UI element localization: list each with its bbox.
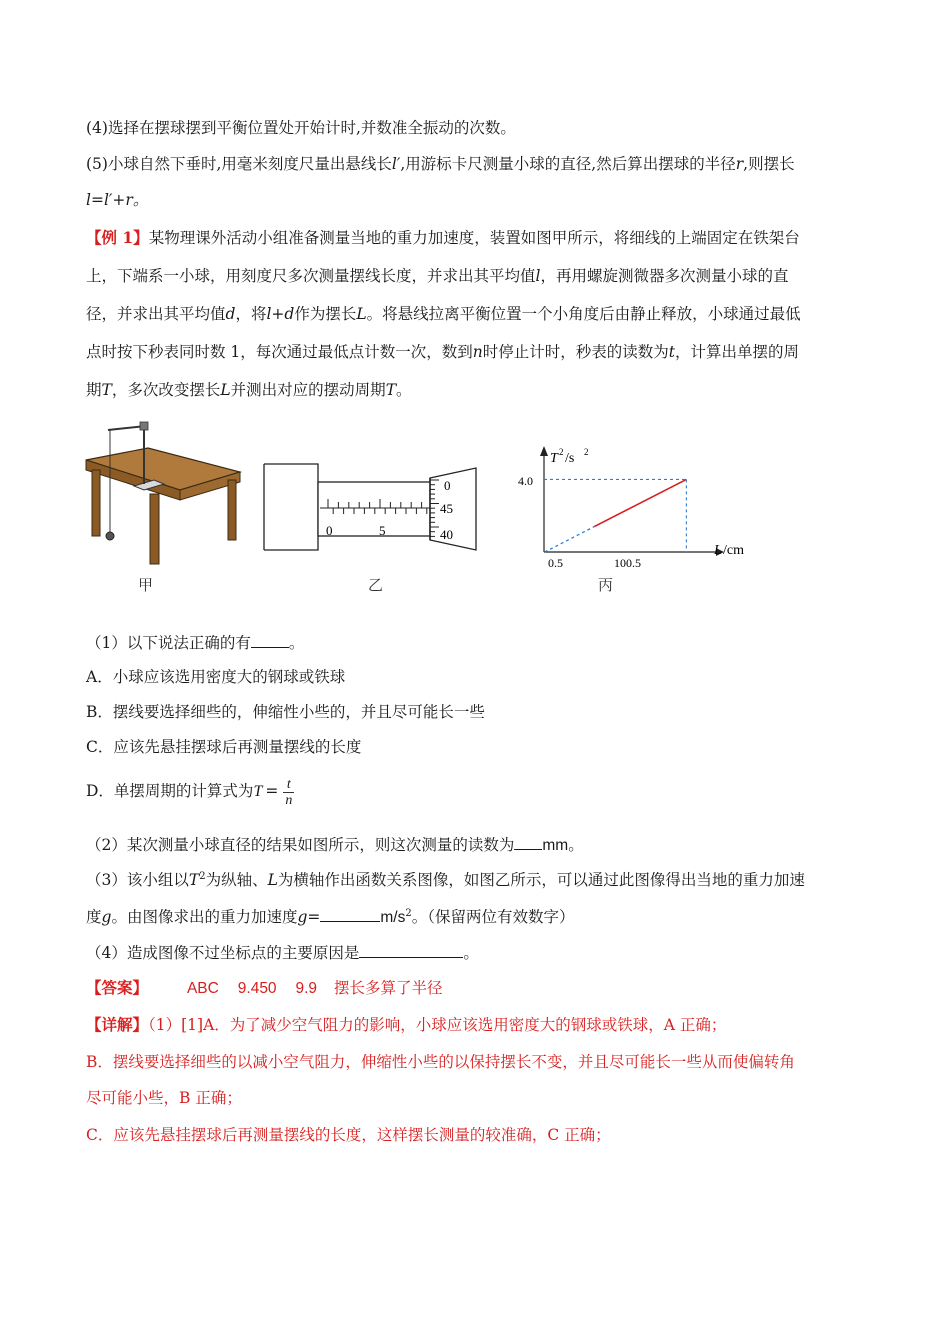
answer-blank-2[interactable] bbox=[514, 834, 542, 850]
example-tag: 【例 1】 bbox=[86, 228, 149, 247]
answer-blank-4[interactable] bbox=[359, 942, 463, 958]
x-tick-label-100-5: 100.5 bbox=[614, 556, 641, 570]
y-axis-label-sup: 2 bbox=[559, 447, 564, 457]
answer-line bbox=[86, 978, 443, 999]
question-3-line-1: （3）该小组以$T^2$为纵轴、L为横轴作出函数关系图像，如图乙所示，可以通过此图像得出当地的重力加速 bbox=[86, 870, 805, 889]
question-4: （4）造成图像不过坐标点的主要原因是 。 bbox=[86, 944, 479, 962]
answer-4: 摆长多算了半径 bbox=[334, 979, 443, 997]
y-axis-label-unit: /s bbox=[565, 451, 575, 466]
period-length-graph bbox=[516, 442, 766, 574]
figure-caption-bing: 丙 bbox=[598, 576, 614, 594]
example-line-3: 径，并求出其平均值d，将l+d作为摆长L。将悬线拉离平衡位置一个小角度后由静止释放，小球通过最低 bbox=[86, 305, 801, 323]
thimble-label-45: 45 bbox=[440, 501, 453, 516]
graph-data-line bbox=[594, 479, 686, 526]
micrometer-figure bbox=[262, 460, 492, 560]
detail-line-4: C．应该先悬挂摆球后再测量摆线的长度，这样摆长测量的较准确，C 正确； bbox=[86, 1126, 611, 1144]
y-axis-label-var: T bbox=[550, 451, 558, 466]
x-axis-label-var: L bbox=[714, 543, 722, 558]
option-c: C．应该先悬挂摆球后再测量摆线的长度 bbox=[86, 738, 362, 756]
option-a: A．小球应该选用密度大的钢球或铁球 bbox=[86, 668, 346, 686]
example-line-5: 期T，多次改变摆长L并测出对应的摆动周期T。 bbox=[86, 381, 412, 399]
y-axis-arrow bbox=[540, 446, 548, 456]
main-scale-label-0: 0 bbox=[326, 523, 333, 538]
method-step-5: (5)小球自然下垂时,用毫米刻度尺量出悬线长l′,用游标卡尺测量小球的直径,然后算出摆球的半径r,则摆长 bbox=[86, 155, 795, 173]
detail-line-2: B．摆线要选择细些的以减小空气阻力，伸缩性小些的以保持摆长不变，并且尽可能长一些从而使偏转角 bbox=[86, 1053, 795, 1071]
answer-blank-3[interactable] bbox=[320, 906, 380, 922]
example-line-4: 点时按下秒表同时数 1，每次通过最低点计数一次，数到n时停止计时，秒表的读数为t，计算出单摆的周 bbox=[86, 343, 800, 361]
x-axis-label-unit: /cm bbox=[723, 543, 744, 558]
answer-tag: 【答案】 bbox=[86, 978, 149, 997]
detail-tag: 【详解】 bbox=[86, 1015, 149, 1034]
option-d: D．单摆周期的计算式为T = $\frac{t}{n}$ bbox=[86, 776, 293, 808]
figure-caption-yi: 乙 bbox=[368, 576, 384, 594]
graph-extrapolation-segment bbox=[545, 527, 595, 552]
example-line-2: 上，下端系一小球，用刻度尺多次测量摆线长度，并求出其平均值l，再用螺旋测微器多次测量小球的直 bbox=[86, 267, 789, 285]
question-1: （1）以下说法正确的有 。 bbox=[86, 634, 305, 652]
answer-blank-1[interactable] bbox=[251, 632, 289, 648]
detail-line-3: 尽可能小些，B 正确； bbox=[86, 1089, 242, 1107]
y-axis-label-unit-sup: 2 bbox=[584, 447, 589, 457]
question-3-line-2: 度g。由图像求出的重力加速度$g= m/s^2$。（保留两位有效数字） bbox=[86, 907, 575, 926]
period-formula-fraction: $\frac{t}{n}$ bbox=[285, 776, 293, 808]
thimble-label-0: 0 bbox=[444, 478, 451, 493]
x-tick-label-0-5: 0.5 bbox=[548, 556, 563, 570]
figure-caption-jia: 甲 bbox=[138, 576, 154, 594]
method-step-5-formula: l=l′+r。 bbox=[86, 191, 149, 209]
detail-line-1: 【详解】（1）[1]A．为了减少空气阻力的影响，小球应该选用密度大的钢球或铁球，A 正确； bbox=[86, 1015, 727, 1034]
method-step-4: (4)选择在摆球摆到平衡位置处开始计时,并数准全振动的次数。 bbox=[86, 119, 516, 137]
thimble-label-40: 40 bbox=[440, 527, 453, 542]
main-scale-label-5: 5 bbox=[379, 523, 386, 538]
question-2: （2）某次测量小球直径的结果如图所示，则这次测量的读数为 mm。 bbox=[86, 836, 584, 854]
example-line-1: 【例 1】某物理课外活动小组准备测量当地的重力加速度，装置如图甲所示，将细线的上端固定在铁架台 bbox=[86, 228, 800, 247]
option-b: B．摆线要选择细些的，伸缩性小些的，并且尽可能长一些 bbox=[86, 703, 485, 721]
answer-2: 9.450 bbox=[237, 980, 277, 997]
y-tick-label-4: 4.0 bbox=[518, 474, 533, 488]
answer-3: 9.9 bbox=[295, 980, 318, 997]
answer-1: ABC bbox=[186, 980, 219, 997]
pendulum-apparatus-figure bbox=[84, 418, 244, 568]
